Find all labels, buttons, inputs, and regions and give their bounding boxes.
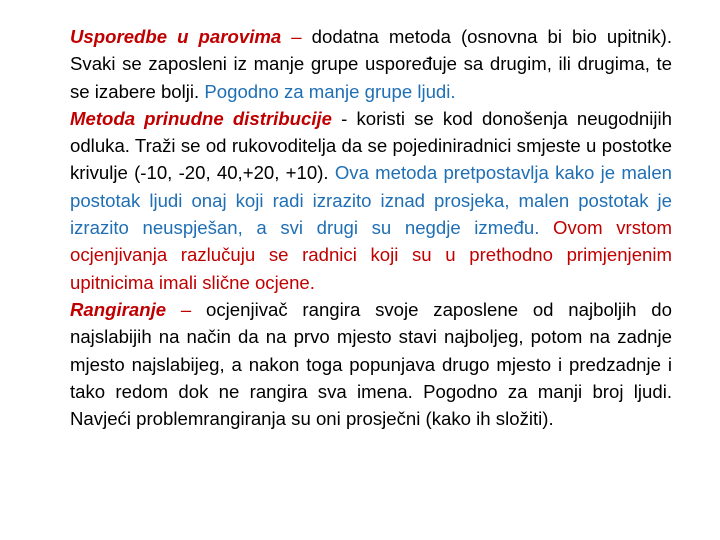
text-block [70, 23, 672, 432]
paragraph-paired-comparisons [70, 23, 672, 105]
paragraph-ranking [70, 296, 672, 432]
term-dash: - [332, 107, 357, 129]
term-paired-comparisons: Usporedbe u parovima [70, 26, 282, 47]
term-ranking: Rangiranje [70, 298, 167, 320]
highlight-blue-text: Pogodno za manje grupe ljudi. [204, 80, 456, 102]
paragraph-text: ocjenjivač rangira svoje zaposlene od najboljih do najslabijih na način da na prvo mjesto stavi najboljeg, potom na zadnje mjesto najslabijeg, a nakon toga popunjava drugo mjesto i predzadnje i tako redom dok ne rangira sva imena. Pogodno za manji broj ljudi. Navjeći problemrangiranja su oni prosječni (kako ih složiti). [70, 298, 672, 430]
term-forced-distribution: Metoda prinudne distribucije [70, 107, 333, 129]
term-dash: – [281, 26, 312, 47]
paragraph-text: dodatna metoda (osnovna bi bio upitnik). Svaki se zaposleni iz manje grupe uspoređuje sa drugim, ili drugima, te se izabere bolji. [70, 26, 672, 102]
term-dash: – [166, 298, 206, 320]
highlight-red-text: Ovom vrstom ocjenjivanja razlučuju se radnici koji su u prethodno primjenjenim upitnicima imali slične ocjene. [70, 217, 672, 293]
highlight-blue-text: Ova metoda pretpostavlja kako je malen postotak ljudi onaj koji radi izrazito iznad prosjeka, malen postotak je izrazito neuspješan, a svi drugi su negdje između. [70, 162, 672, 239]
paragraph-forced-distribution [70, 105, 672, 296]
paragraph-text: koristi se kod donošenja neugodnijih odluka. Traži se od rukovoditelja da se pojediniradnici smjeste u postotke krivulje (-10, -20, 40,+20, +10). [70, 107, 672, 184]
